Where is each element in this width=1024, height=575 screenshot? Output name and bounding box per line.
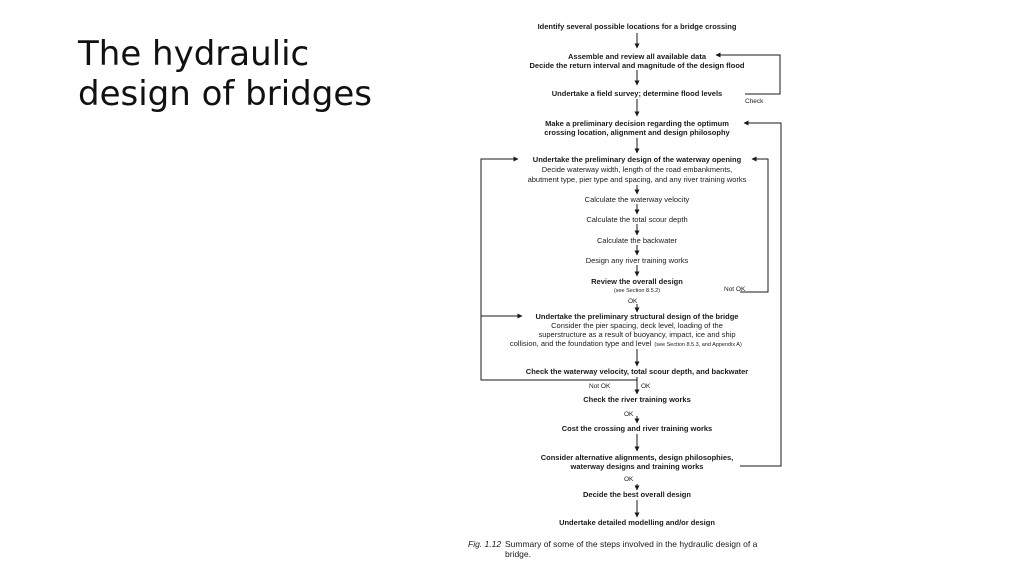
step-preliminary-decision-line-2: crossing location, alignment and design philosophy — [544, 128, 730, 137]
step-preliminary-decision-line-1: Make a preliminary decision regarding the optimum — [545, 119, 729, 128]
label-ok-training: OK — [624, 411, 634, 418]
flow-connectors — [481, 33, 781, 517]
figure-caption-line-2: bridge. — [505, 549, 531, 559]
step-check-river-training: Check the river training works — [583, 395, 691, 404]
structural-detail-line-2: superstructure as a result of buoyancy, impact, ice and ship — [538, 330, 736, 339]
structural-detail-line-1: Consider the pier spacing, deck level, loading of the — [551, 321, 723, 330]
slide-title-line-2: design of bridges — [78, 74, 372, 114]
figure-caption-label: Fig. 1.12 — [468, 539, 502, 549]
step-calculate-velocity: Calculate the waterway velocity — [584, 195, 690, 204]
step-decide-best-design: Decide the best overall design — [583, 490, 691, 499]
step-review-design: Review the overall design — [591, 277, 683, 286]
step-cost-crossing: Cost the crossing and river training works — [561, 424, 713, 433]
label-ok-review: OK — [628, 298, 638, 305]
step-detailed-modelling: Undertake detailed modelling and/or design — [559, 518, 715, 527]
label-ok-consider: OK — [624, 476, 634, 483]
label-not-ok-check: Not OK — [589, 383, 611, 390]
structural-section-ref: (see Section 8.5.3, and Appendix A) — [654, 342, 742, 348]
step-check-velocity-scour-backwater: Check the waterway velocity, total scour depth, and backwater — [525, 367, 749, 376]
figure-caption-line-1: Summary of some of the steps involved in the hydraulic design of a — [505, 539, 758, 549]
step-design-training-works: Design any river training works — [585, 256, 689, 265]
step-waterway-opening: Undertake the preliminary design of the waterway opening — [532, 155, 742, 164]
step-decide-return-interval: Decide the return interval and magnitude of the design flood — [529, 61, 745, 70]
step-consider-alternatives-line-1: Consider alternative alignments, design philosophies, — [540, 453, 734, 462]
label-not-ok-review: Not OK — [724, 286, 746, 293]
step-identify-locations: Identify several possible locations for a bridge crossing — [537, 22, 737, 31]
step-calculate-scour: Calculate the total scour depth — [586, 215, 688, 224]
waterway-detail-line-1: Decide waterway width, length of the road embankments, — [541, 165, 733, 174]
label-ok-check: OK — [641, 383, 651, 390]
label-check: Check — [745, 98, 764, 105]
structural-detail-line-3-text: collision, and the foundation type and level — [510, 339, 652, 348]
waterway-detail-line-2: abutment type, pier type and spacing, and any river training works — [527, 175, 747, 184]
step-assemble-data: Assemble and review all available data — [568, 52, 706, 61]
step-consider-alternatives-line-2: waterway designs and training works — [570, 462, 704, 471]
structural-detail-line-3 — [510, 339, 742, 348]
step-structural-design: Undertake the preliminary structural design of the bridge — [535, 312, 739, 321]
slide-title-line-1: The hydraulic — [78, 34, 310, 74]
review-section-ref: (see Section 8.5.2) — [613, 288, 661, 294]
step-field-survey: Undertake a field survey; determine flood levels — [551, 89, 723, 98]
step-calculate-backwater: Calculate the backwater — [596, 236, 678, 245]
